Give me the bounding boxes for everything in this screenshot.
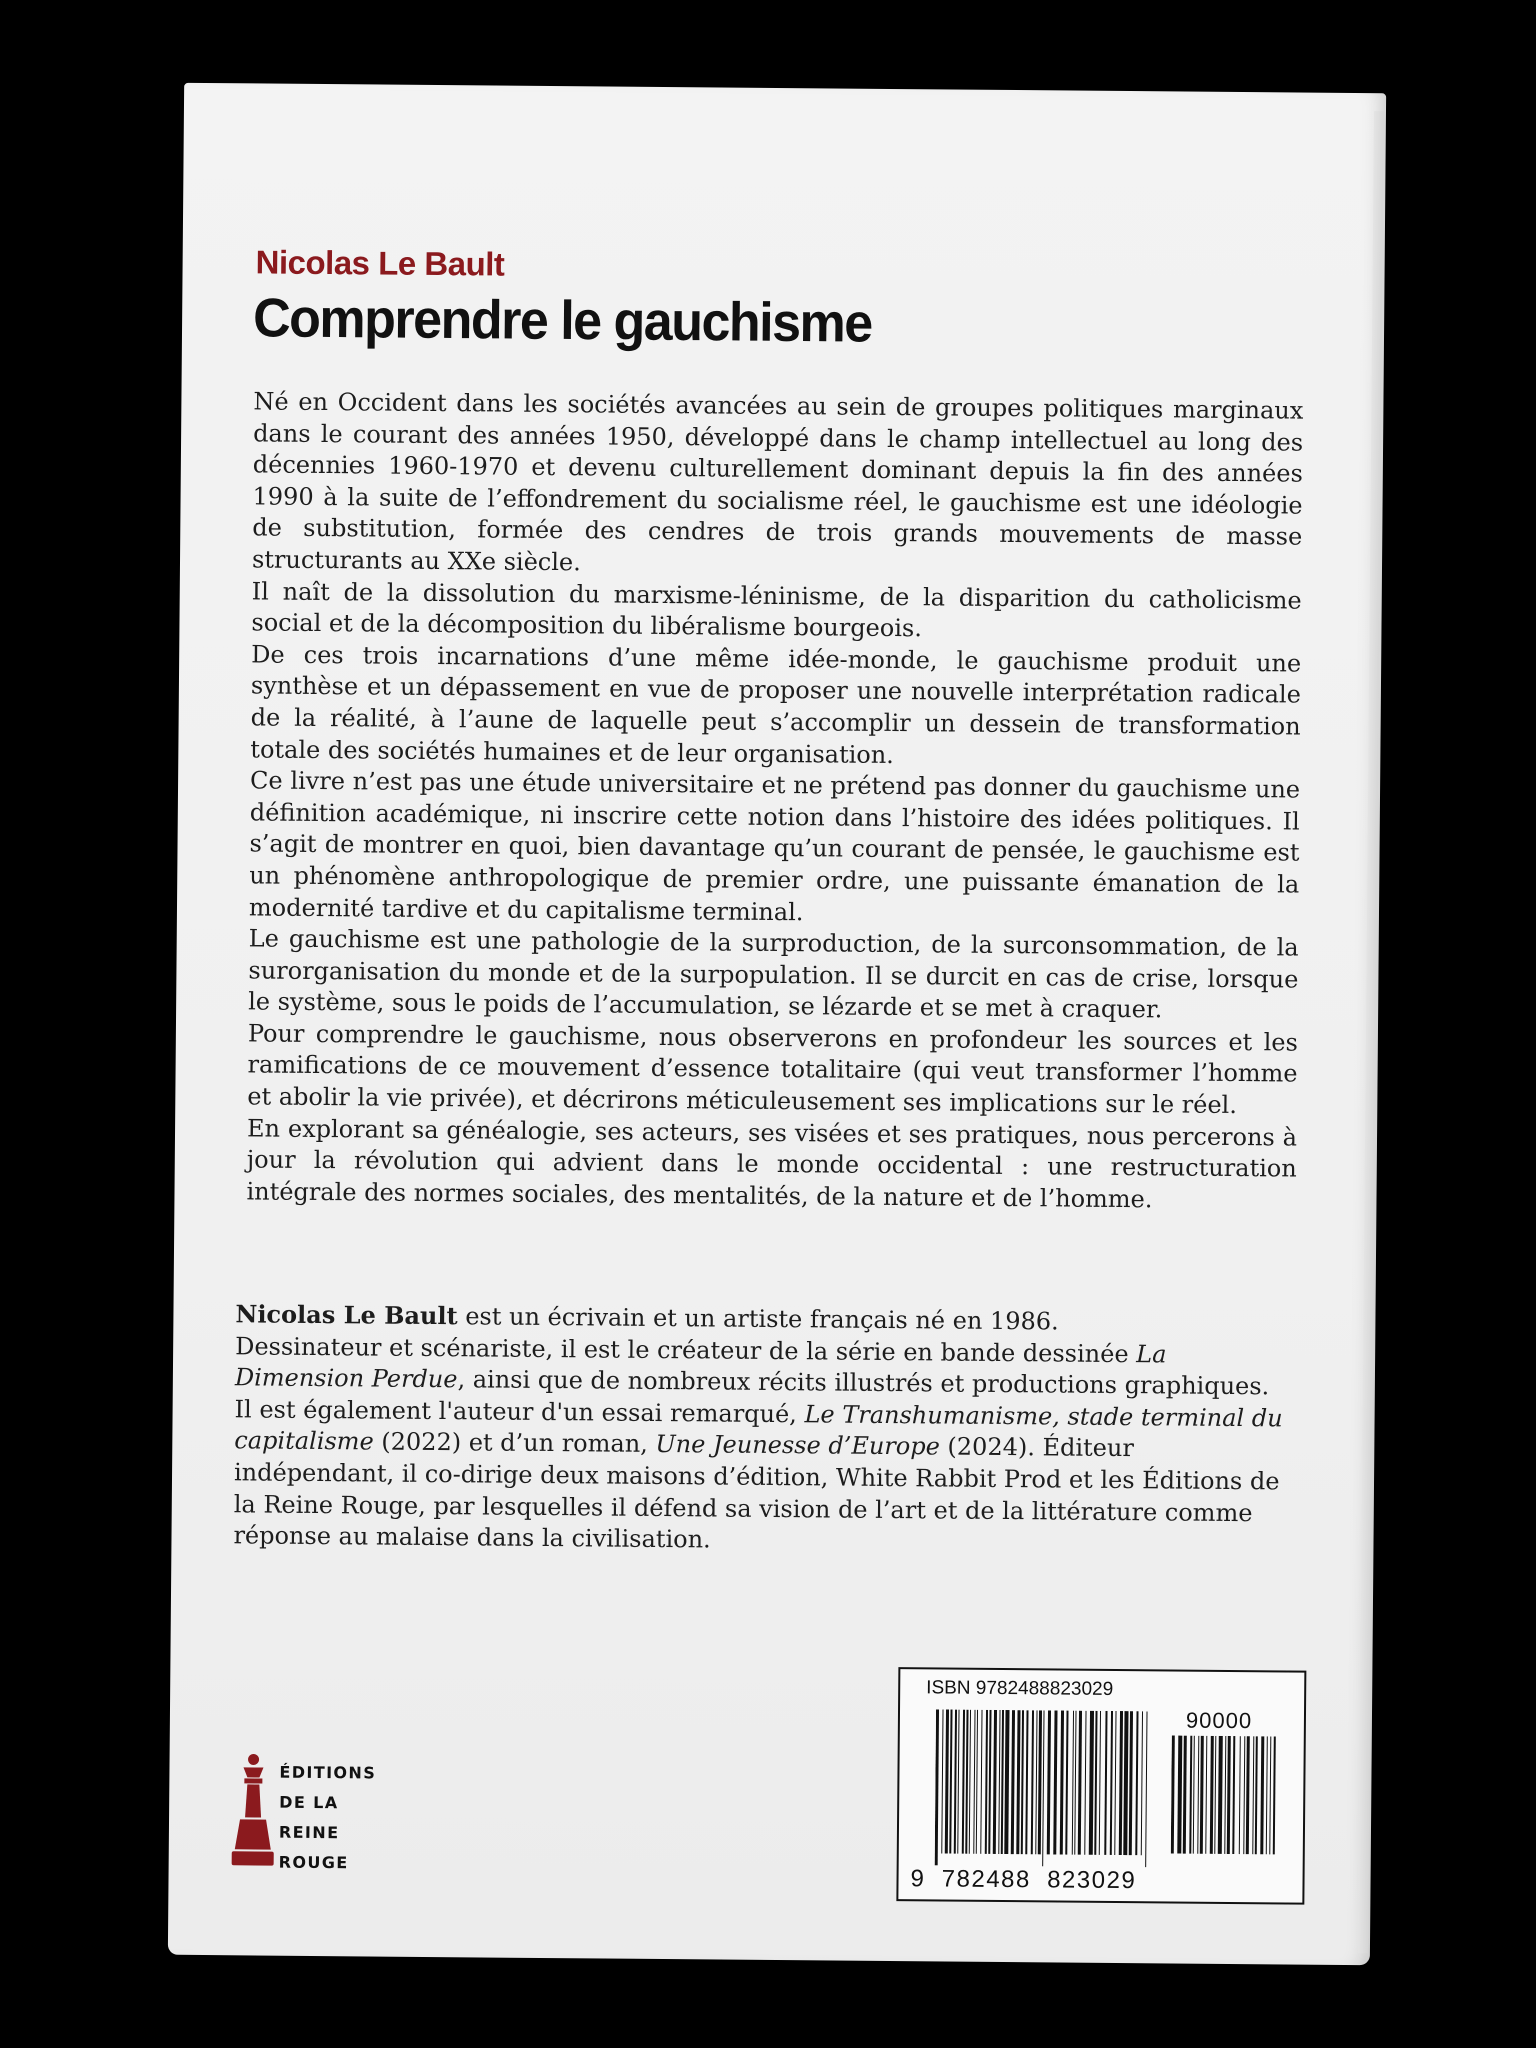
publisher-line: ROUGE xyxy=(278,1852,349,1873)
barcode-bar xyxy=(1260,1736,1264,1854)
barcode-bar xyxy=(1145,1711,1147,1867)
barcode-bar xyxy=(1214,1736,1216,1854)
barcode-bar xyxy=(1177,1736,1182,1854)
barcode-bar xyxy=(1031,1710,1034,1854)
barcode-bar xyxy=(976,1710,978,1854)
barcode-addon-bars xyxy=(1171,1735,1280,1866)
barcode-bar xyxy=(1065,1711,1068,1855)
barcode-bar xyxy=(949,1710,952,1854)
bio-line: est un écrivain et un artiste français né en 1986. xyxy=(457,1302,1059,1336)
blurb-paragraph: Le gauchisme est une pathologie de la surproduction, de la surconsommation, de la surorganisation du monde et de la surpopulation. Il se durcit en cas de crise, lorsque le système, sous le poids de l’accumulation, se lézarde et se met à craquer. xyxy=(248,924,1299,1024)
barcode-bar xyxy=(1255,1736,1258,1854)
barcode-bar xyxy=(1189,1736,1192,1854)
barcode-bar xyxy=(935,1709,939,1865)
barcode-bar xyxy=(957,1710,959,1854)
barcode-bar xyxy=(1232,1736,1235,1854)
bio-text: Dessinateur et scénariste, il est le créateur de la série en bande dessinée xyxy=(235,1331,1137,1368)
barcode-bar xyxy=(1246,1736,1250,1854)
page-edge xyxy=(1358,111,1384,1953)
barcode-bar xyxy=(954,1710,957,1854)
barcode-bar xyxy=(1042,1710,1044,1866)
barcode-bar xyxy=(1114,1711,1116,1855)
bio-text: (2022) et d’un roman, xyxy=(373,1427,656,1459)
isbn-barcode xyxy=(896,1667,1306,1905)
blurb-paragraph: Né en Occident dans les sociétés avancées au sein de groupes politiques marginaux dans le courant des années 1950, développé dans le champ intellectuel au long des décennies 1960-1970 et devenu culturellement dominant depuis la fin des années 1990 à la suite de l’effondrement du socialisme réel, le gauchisme est une idéologie de substitution, formée des cendres de trois grands mouvements de masse structurants au XXe siècle. xyxy=(251,387,1304,577)
barcode-bar xyxy=(1141,1711,1143,1855)
blurb xyxy=(246,386,1303,1217)
barcode-bar xyxy=(985,1710,988,1854)
barcode-bar xyxy=(1210,1736,1214,1854)
blurb-paragraph: Il naît de la dissolution du marxisme-léninisme, de la disparition du catholicisme social et de la décomposition du libéralisme bourgeois. xyxy=(251,576,1302,643)
barcode-bar xyxy=(1200,1736,1204,1854)
publisher-line: DE LA xyxy=(279,1792,339,1813)
bio-essay-title: Le Transhumanisme, stade terminal du capitalisme xyxy=(234,1400,1283,1456)
barcode-bar xyxy=(1072,1711,1074,1855)
barcode-bar xyxy=(998,1710,1000,1854)
barcode-bars xyxy=(935,1709,1152,1867)
barcode-bar xyxy=(1099,1711,1101,1855)
barcode-bar xyxy=(1266,1736,1268,1854)
barcode-bar xyxy=(1123,1711,1128,1855)
barcode-bar xyxy=(1004,1710,1009,1854)
barcode-bar xyxy=(962,1710,965,1854)
barcode-bar xyxy=(1104,1711,1107,1855)
bio-body xyxy=(233,1331,1285,1561)
barcode-bar xyxy=(1224,1736,1226,1854)
barcode-bar xyxy=(1129,1711,1133,1855)
blurb-paragraph: Pour comprendre le gauchisme, nous observerons en profondeur les sources et les ramifications de ce mouvement d’essence totalitaire (qui veut transformer l’homme et abolir la vie privée), et décrirons méticuleusement ses implications sur le réel. xyxy=(247,1019,1298,1120)
blurb-paragraph: En explorant sa généalogie, ses acteurs, ses visées et ses pratiques, nous percerons à jour la révolution qui advient dans le monde occidental : une restructuration intégrale des normes sociales, des mentalités, de la nature et de l’homme. xyxy=(246,1114,1298,1214)
barcode-bar xyxy=(1110,1711,1113,1855)
barcode-bar xyxy=(1252,1736,1254,1854)
barcode-bar xyxy=(1239,1736,1241,1854)
barcode-bar xyxy=(1094,1711,1097,1855)
publisher-line: REINE xyxy=(278,1822,340,1843)
barcode-bar xyxy=(1074,1711,1076,1855)
author-bio xyxy=(233,1298,1285,1561)
barcode-bar xyxy=(1205,1736,1207,1854)
barcode-bar xyxy=(1035,1710,1037,1854)
chess-queen-icon xyxy=(231,1753,276,1867)
barcode-bar xyxy=(993,1710,997,1854)
barcode-bar xyxy=(1053,1710,1057,1854)
isbn-label: ISBN 9782488823029 xyxy=(926,1677,1114,1700)
barcode-bar xyxy=(1218,1736,1223,1854)
barcode-bar xyxy=(988,1710,991,1854)
barcode-bar xyxy=(1084,1711,1086,1855)
bio-series-title: La Dimension Perdue xyxy=(234,1339,1167,1394)
barcode-bar xyxy=(1227,1736,1231,1854)
book-back-cover xyxy=(168,83,1386,1965)
barcode-bar xyxy=(1243,1736,1245,1854)
barcode-bar xyxy=(1038,1710,1042,1854)
barcode-digits: 9 782488 823029 xyxy=(910,1865,1137,1895)
barcode-bar xyxy=(1183,1736,1187,1854)
barcode-bar xyxy=(1047,1710,1051,1854)
barcode-bar xyxy=(1197,1736,1199,1854)
blurb-paragraph: De ces trois incarnations d’une même idée-monde, le gauchisme produit une synthèse et un dépassement en vue de proposer une nouvelle interprétation radicale de la réalité, à l’aune de laquelle peut s’accomplir un dessein de transformation totale des sociétés humaines et de leur organisation. xyxy=(250,640,1302,769)
publisher-logo xyxy=(230,1753,431,1885)
bio-text: (2024). Éditeur indépendant, il co-dirige deux maisons d’édition, White Rabbit Prod et les Éditions de la Reine Rouge, par lesquelles il défend sa vision de l’art et de la littérature comme réponse au malaise dans la civilisation. xyxy=(233,1432,1280,1554)
publisher-name xyxy=(279,1758,377,1879)
bio-novel-title: Une Jeunesse d’Europe xyxy=(655,1430,940,1461)
publisher-line: ÉDITIONS xyxy=(279,1762,377,1783)
barcode-bar xyxy=(941,1709,943,1853)
barcode-bar xyxy=(1269,1736,1271,1854)
author-name: Nicolas Le Bault xyxy=(255,243,505,283)
barcode-bar xyxy=(1193,1736,1195,1854)
barcode-bar xyxy=(1025,1710,1028,1854)
barcode-bar xyxy=(969,1710,971,1854)
bio-text: , ainsi que de nombreux récits illustrés et productions graphiques. Il est également l'auteur d'un essai remarqué, xyxy=(234,1365,1270,1429)
barcode-bar xyxy=(945,1710,949,1854)
barcode-bar xyxy=(1021,1710,1024,1854)
barcode-bar xyxy=(980,1710,982,1854)
barcode-bar xyxy=(965,1710,968,1854)
barcode-bar xyxy=(1089,1711,1094,1855)
barcode-bar xyxy=(1171,1735,1175,1853)
barcode-bar xyxy=(973,1710,975,1854)
barcode-addon-digits: 90000 xyxy=(1185,1707,1253,1734)
blurb-paragraph: Ce livre n’est pas une étude universitaire et ne prétend pas donner du gauchisme une définition académique, ni inscrire cette notion dans l’histoire des idées politiques. Il s’agit de montrer en quoi, bien davantage qu’un courant de pensée, le gauchisme est un phénomène anthropologique de premier ordre, une puissante émanation de la modernité tardive et du capitalisme terminal. xyxy=(248,766,1301,926)
barcode-bar xyxy=(1135,1711,1138,1855)
barcode-bar xyxy=(1001,1710,1004,1854)
barcode-bar xyxy=(1078,1711,1082,1855)
barcode-bar xyxy=(1119,1711,1123,1855)
barcode-bar xyxy=(1011,1710,1015,1854)
barcode-bar xyxy=(1060,1711,1064,1855)
barcode-bar xyxy=(1016,1710,1020,1854)
book-title: Comprendre le gauchisme xyxy=(252,287,872,355)
barcode-bar xyxy=(1273,1736,1276,1854)
bio-author-name: Nicolas Le Bault xyxy=(235,1299,458,1331)
